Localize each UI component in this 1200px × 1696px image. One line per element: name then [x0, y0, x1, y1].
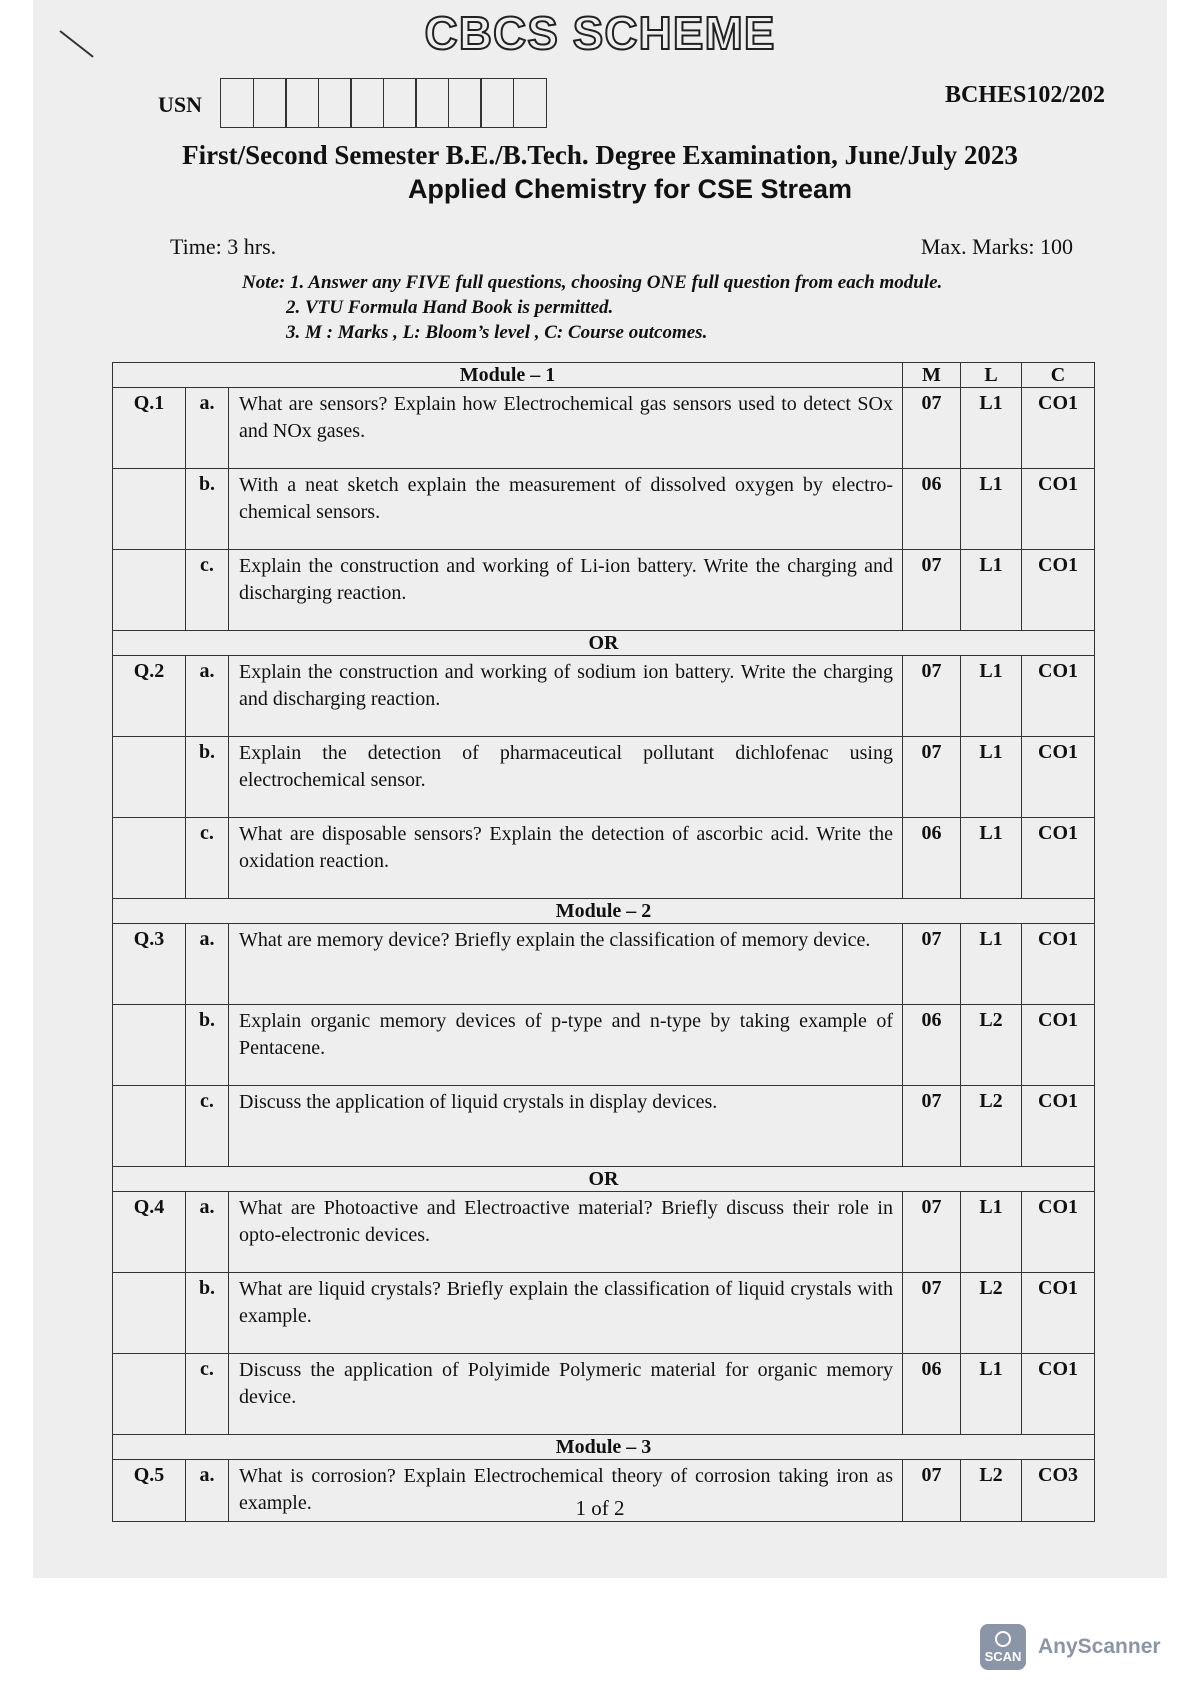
- usn-digit-box[interactable]: [448, 78, 482, 128]
- sub-question-label: b.: [186, 737, 229, 818]
- max-marks: Max. Marks: 100: [920, 234, 1073, 259]
- blooms-level: L2: [961, 1460, 1022, 1522]
- blooms-level: L2: [961, 1005, 1022, 1086]
- question-text: What is corrosion? Explain Electrochemical theory of corrosion taking iron as example.: [229, 1460, 903, 1522]
- blooms-level: L1: [961, 550, 1022, 631]
- marks-value: 07: [903, 1460, 961, 1522]
- sub-question-label: a.: [186, 924, 229, 1005]
- question-text: Explain the detection of pharmaceutical pollutant dichlofenac using electrochemical sensor.: [229, 737, 903, 818]
- question-text: What are liquid crystals? Briefly explain the classification of liquid crystals with example.: [229, 1273, 903, 1354]
- module-header-row: [113, 899, 1095, 924]
- module-title: Module – 1: [113, 363, 903, 388]
- question-table: [112, 362, 1095, 1522]
- subject-title: Applied Chemistry for CSE Stream: [407, 174, 853, 204]
- question-text: What are disposable sensors? Explain the detection of ascorbic acid. Write the oxidation reaction.: [229, 818, 903, 899]
- course-outcome: CO3: [1022, 1460, 1095, 1522]
- marks-value: 06: [903, 818, 961, 899]
- sub-question-label: c.: [186, 550, 229, 631]
- blooms-level: L1: [961, 737, 1022, 818]
- scanner-logo-icon: [980, 1624, 1026, 1670]
- question-text: What are sensors? Explain how Electrochemical gas sensors used to detect SOx and NOx gases.: [229, 388, 903, 469]
- marks-value: 07: [903, 924, 961, 1005]
- paper-code: BCHES102/202: [944, 82, 1105, 108]
- sub-question-label: a.: [186, 1192, 229, 1273]
- question-text: What are Photoactive and Electroactive material? Briefly discuss their role in opto-electronic devices.: [229, 1192, 903, 1273]
- usn-digit-box[interactable]: [383, 78, 417, 128]
- question-number: [113, 1273, 186, 1354]
- exam-time: Time: 3 hrs.: [170, 234, 277, 259]
- course-outcome: CO1: [1022, 656, 1095, 737]
- question-number: Q.4: [113, 1192, 186, 1273]
- column-header-l: L: [961, 363, 1022, 388]
- course-outcome: CO1: [1022, 818, 1095, 899]
- question-row: [113, 1005, 1095, 1086]
- question-number: [113, 1086, 186, 1167]
- question-text: Explain organic memory devices of p-type and n-type by taking example of Pentacene.: [229, 1005, 903, 1086]
- blooms-level: L1: [961, 818, 1022, 899]
- question-row: [113, 818, 1095, 899]
- column-header-m: M: [903, 363, 961, 388]
- note-3: 3. M : Marks , L: Bloom’s level , C: Course outcomes.: [286, 322, 708, 343]
- scanner-name: AnyScanner: [1038, 1635, 1161, 1658]
- or-row: [113, 631, 1095, 656]
- blooms-level: L2: [961, 1086, 1022, 1167]
- usn-digit-box[interactable]: [415, 78, 449, 128]
- sub-question-label: a.: [186, 656, 229, 737]
- usn-digit-box[interactable]: [285, 78, 319, 128]
- course-outcome: CO1: [1022, 1086, 1095, 1167]
- usn-label: USN: [158, 92, 203, 117]
- course-outcome: CO1: [1022, 550, 1095, 631]
- sub-question-label: c.: [186, 1354, 229, 1435]
- question-text: Explain the construction and working of sodium ion battery. Write the charging and discharging reaction.: [229, 656, 903, 737]
- question-text: Explain the construction and working of Li-ion battery. Write the charging and discharging reaction.: [229, 550, 903, 631]
- question-row: [113, 924, 1095, 1005]
- blooms-level: L1: [961, 388, 1022, 469]
- scanner-logo-text: SCAN: [984, 1648, 1022, 1664]
- question-text: What are memory device? Briefly explain the classification of memory device.: [229, 924, 903, 1005]
- module-header-row: [113, 1435, 1095, 1460]
- marks-value: 07: [903, 550, 961, 631]
- marks-value: 07: [903, 656, 961, 737]
- question-number: [113, 469, 186, 550]
- course-outcome: CO1: [1022, 1005, 1095, 1086]
- question-row: [113, 1273, 1095, 1354]
- marks-value: 07: [903, 1273, 961, 1354]
- question-row: [113, 1086, 1095, 1167]
- question-row: [113, 737, 1095, 818]
- question-number: Q.5: [113, 1460, 186, 1522]
- sub-question-label: c.: [186, 1086, 229, 1167]
- page-number: 1 of 2: [575, 1496, 625, 1520]
- question-number: [113, 550, 186, 631]
- marks-value: 06: [903, 1354, 961, 1435]
- course-outcome: CO1: [1022, 1273, 1095, 1354]
- question-text: Discuss the application of Polyimide Polymeric material for organic memory device.: [229, 1354, 903, 1435]
- course-outcome: CO1: [1022, 388, 1095, 469]
- question-number: Q.2: [113, 656, 186, 737]
- note-2: 2. VTU Formula Hand Book is permitted.: [286, 297, 614, 318]
- scheme-banner: CBCS SCHEME: [424, 7, 776, 59]
- sub-question-label: b.: [186, 1273, 229, 1354]
- question-row: [113, 550, 1095, 631]
- usn-digit-box[interactable]: [350, 78, 384, 128]
- blooms-level: L1: [961, 656, 1022, 737]
- note-1: Note: 1. Answer any FIVE full questions, choosing ONE full question from each module.: [242, 272, 943, 293]
- marks-value: 07: [903, 388, 961, 469]
- usn-digit-box[interactable]: [480, 78, 514, 128]
- question-number: [113, 1005, 186, 1086]
- module-title: Module – 2: [113, 899, 1095, 924]
- or-label: OR: [113, 631, 1095, 656]
- question-row: [113, 656, 1095, 737]
- course-outcome: CO1: [1022, 469, 1095, 550]
- course-outcome: CO1: [1022, 737, 1095, 818]
- module-header-row: [113, 363, 1095, 388]
- usn-digit-box[interactable]: [253, 78, 287, 128]
- question-number: [113, 818, 186, 899]
- usn-digit-box[interactable]: [318, 78, 352, 128]
- instructions: [242, 270, 942, 345]
- usn-digit-box[interactable]: [220, 78, 254, 128]
- question-text: With a neat sketch explain the measurement of dissolved oxygen by electro-chemical sensors.: [229, 469, 903, 550]
- question-number: [113, 737, 186, 818]
- marks-value: 07: [903, 1192, 961, 1273]
- sub-question-label: a.: [186, 388, 229, 469]
- question-row: [113, 1354, 1095, 1435]
- blooms-level: L1: [961, 924, 1022, 1005]
- course-outcome: CO1: [1022, 1354, 1095, 1435]
- question-number: [113, 1354, 186, 1435]
- marks-value: 06: [903, 1005, 961, 1086]
- scanner-watermark: [980, 1624, 1161, 1670]
- question-number: Q.3: [113, 924, 186, 1005]
- usn-digit-box[interactable]: [513, 78, 547, 128]
- question-text: Discuss the application of liquid crystals in display devices.: [229, 1086, 903, 1167]
- course-outcome: CO1: [1022, 924, 1095, 1005]
- blooms-level: L1: [961, 469, 1022, 550]
- sub-question-label: c.: [186, 818, 229, 899]
- marks-value: 07: [903, 737, 961, 818]
- sub-question-label: b.: [186, 469, 229, 550]
- or-label: OR: [113, 1167, 1095, 1192]
- marks-value: 07: [903, 1086, 961, 1167]
- question-row: [113, 469, 1095, 550]
- or-row: [113, 1167, 1095, 1192]
- module-title: Module – 3: [113, 1435, 1095, 1460]
- blooms-level: L2: [961, 1273, 1022, 1354]
- blooms-level: L1: [961, 1192, 1022, 1273]
- question-row: [113, 388, 1095, 469]
- sub-question-label: b.: [186, 1005, 229, 1086]
- course-outcome: CO1: [1022, 1192, 1095, 1273]
- column-header-c: C: [1022, 363, 1095, 388]
- usn-boxes: [220, 78, 545, 128]
- blooms-level: L1: [961, 1354, 1022, 1435]
- exam-title: First/Second Semester B.E./B.Tech. Degree Examination, June/July 2023: [182, 140, 1018, 170]
- question-number: Q.1: [113, 388, 186, 469]
- marks-value: 06: [903, 469, 961, 550]
- sub-question-label: a.: [186, 1460, 229, 1522]
- question-row: [113, 1192, 1095, 1273]
